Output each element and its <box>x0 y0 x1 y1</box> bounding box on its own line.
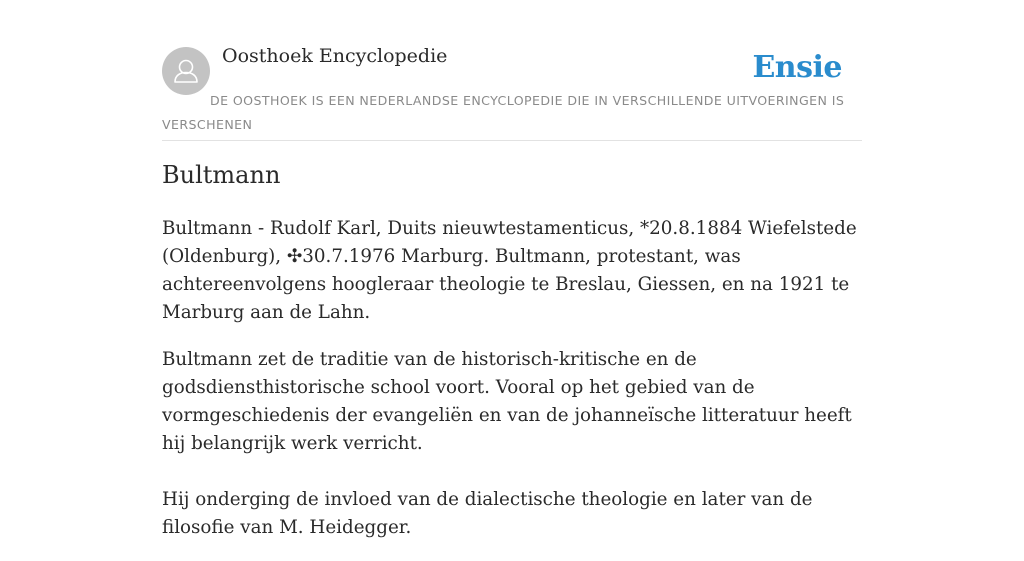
user-avatar-icon[interactable] <box>162 47 210 95</box>
article-body <box>162 215 862 561</box>
article-paragraph: Bultmann zet de traditie van de historisch-kritische en de godsdiensthistorische school voort. Vooral op het gebied van de vormgeschiedenis der evangeliën en van de johanneïsche litteratuur heeft hij belangrijk werk verricht. <box>162 349 852 454</box>
site-tagline: DE OOSTHOEK IS EEN NEDERLANDSE ENCYCLOPEDIE DIE IN VERSCHILLENDE UITVOERINGEN IS VERSCHENEN <box>162 93 845 132</box>
paragraph-spacer <box>162 458 862 486</box>
user-outline-icon <box>162 47 210 95</box>
site-title[interactable]: Oosthoek Encyclopedie <box>222 45 448 67</box>
article-title: Bultmann <box>162 161 281 189</box>
page-container <box>162 0 862 538</box>
brand-logo[interactable]: Ensie <box>752 50 842 85</box>
site-header <box>162 0 862 141</box>
article-paragraph: Bultmann - Rudolf Karl, Duits nieuwtestamenticus, *20.8.1884 Wiefelstede (Oldenburg), ✣30.7.1976 Marburg. Bultmann, protestant, was achtereenvolgens hoogleraar theologie te Breslau, Giessen, en na 1921 te Marburg aan de Lahn. <box>162 218 857 323</box>
article-paragraph: Hij onderging de invloed van de dialectische theologie en later van de filosofie van M. Heidegger. <box>162 489 813 538</box>
